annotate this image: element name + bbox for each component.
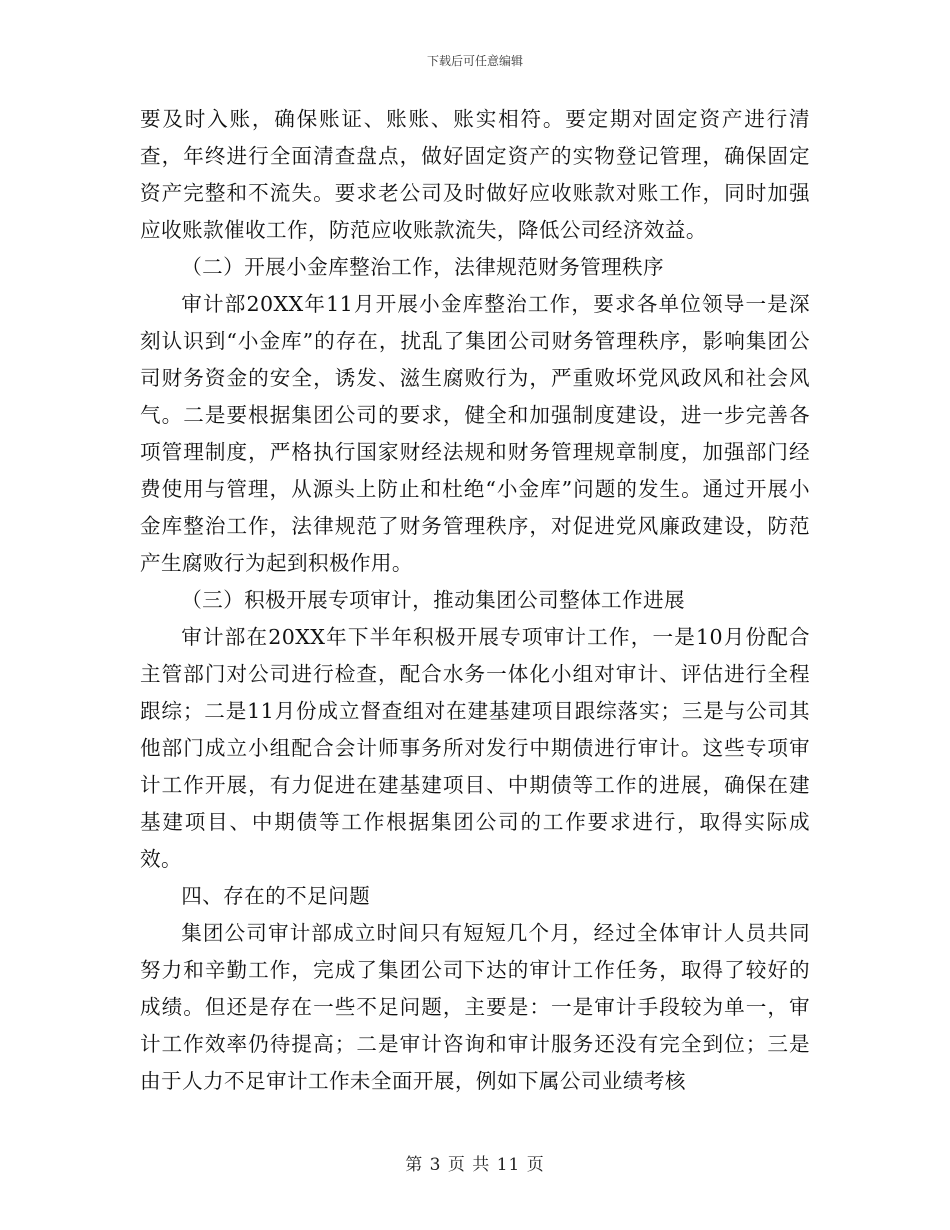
section-heading-3: （三）积极开展专项审计，推动集团公司整体工作进展: [181, 588, 686, 612]
paragraph-shortcomings: 集团公司审计部成立时间只有短短几个月，经过全体审计人员共同努力和辛勤工作，完成了集团公司下达的审计工作任务，取得了较好的成绩。但还是存在一些不足问题，主要是：一是审计手段较为单一，审计工作效率仍待提高；二是审计咨询和审计服务还没有完全到位；三是由于人力不足审计工作未全面开展，例如下属公司业绩考核: [140, 921, 810, 1093]
section-heading-2: （二）开展小金库整治工作，法律规范财务管理秩序: [181, 255, 665, 279]
document-body: [140, 101, 810, 1100]
paragraph-special-audit: 审计部在20XX年下半年积极开展专项审计工作，一是10月份配合主管部门对公司进行检查，配合水务一体化小组对审计、评估进行全程跟综；二是11月份成立督查组对在建基建项目跟综落实；三是与公司其他部门成立小组配合会计师事务所对发行中期债进行审计。这些专项审计工作开展，有力促进在建基建项目、中期债等工作的进展，确保在建基建项目、中期债等工作根据集团公司的工作要求进行，取得实际成效。: [140, 625, 810, 871]
section-heading-4: 四、存在的不足问题: [181, 884, 371, 908]
page-number: 第 3 页 共 11 页: [405, 1155, 545, 1175]
paragraph-continuation: 要及时入账，确保账证、账账、账实相符。要定期对固定资产进行清查，年终进行全面清查盘点，做好固定资产的实物登记管理，确保固定资产完整和不流失。要求老公司及时做好应收账款对账工作，同时加强应收账款催收工作，防范应收账款流失，降低公司经济效益。: [140, 107, 810, 242]
paragraph-small-treasury: 审计部20XX年11月开展小金库整治工作，要求各单位领导一是深刻认识到“小金库”的存在，扰乱了集团公司财务管理秩序，影响集团公司财务资金的安全，诱发、滋生腐败行为，严重败坏党风政风和社会风气。二是要根据集团公司的要求，健全和加强制度建设，进一步完善各项管理制度，严格执行国家财经法规和财务管理规章制度，加强部门经费使用与管理，从源头上防止和杜绝“小金库”问题的发生。通过开展小金库整治工作，法律规范了财务管理秩序，对促进党风廉政建设，防范产生腐败行为起到积极作用。: [140, 292, 810, 575]
page-header-note: 下载后可任意编辑: [426, 54, 523, 68]
